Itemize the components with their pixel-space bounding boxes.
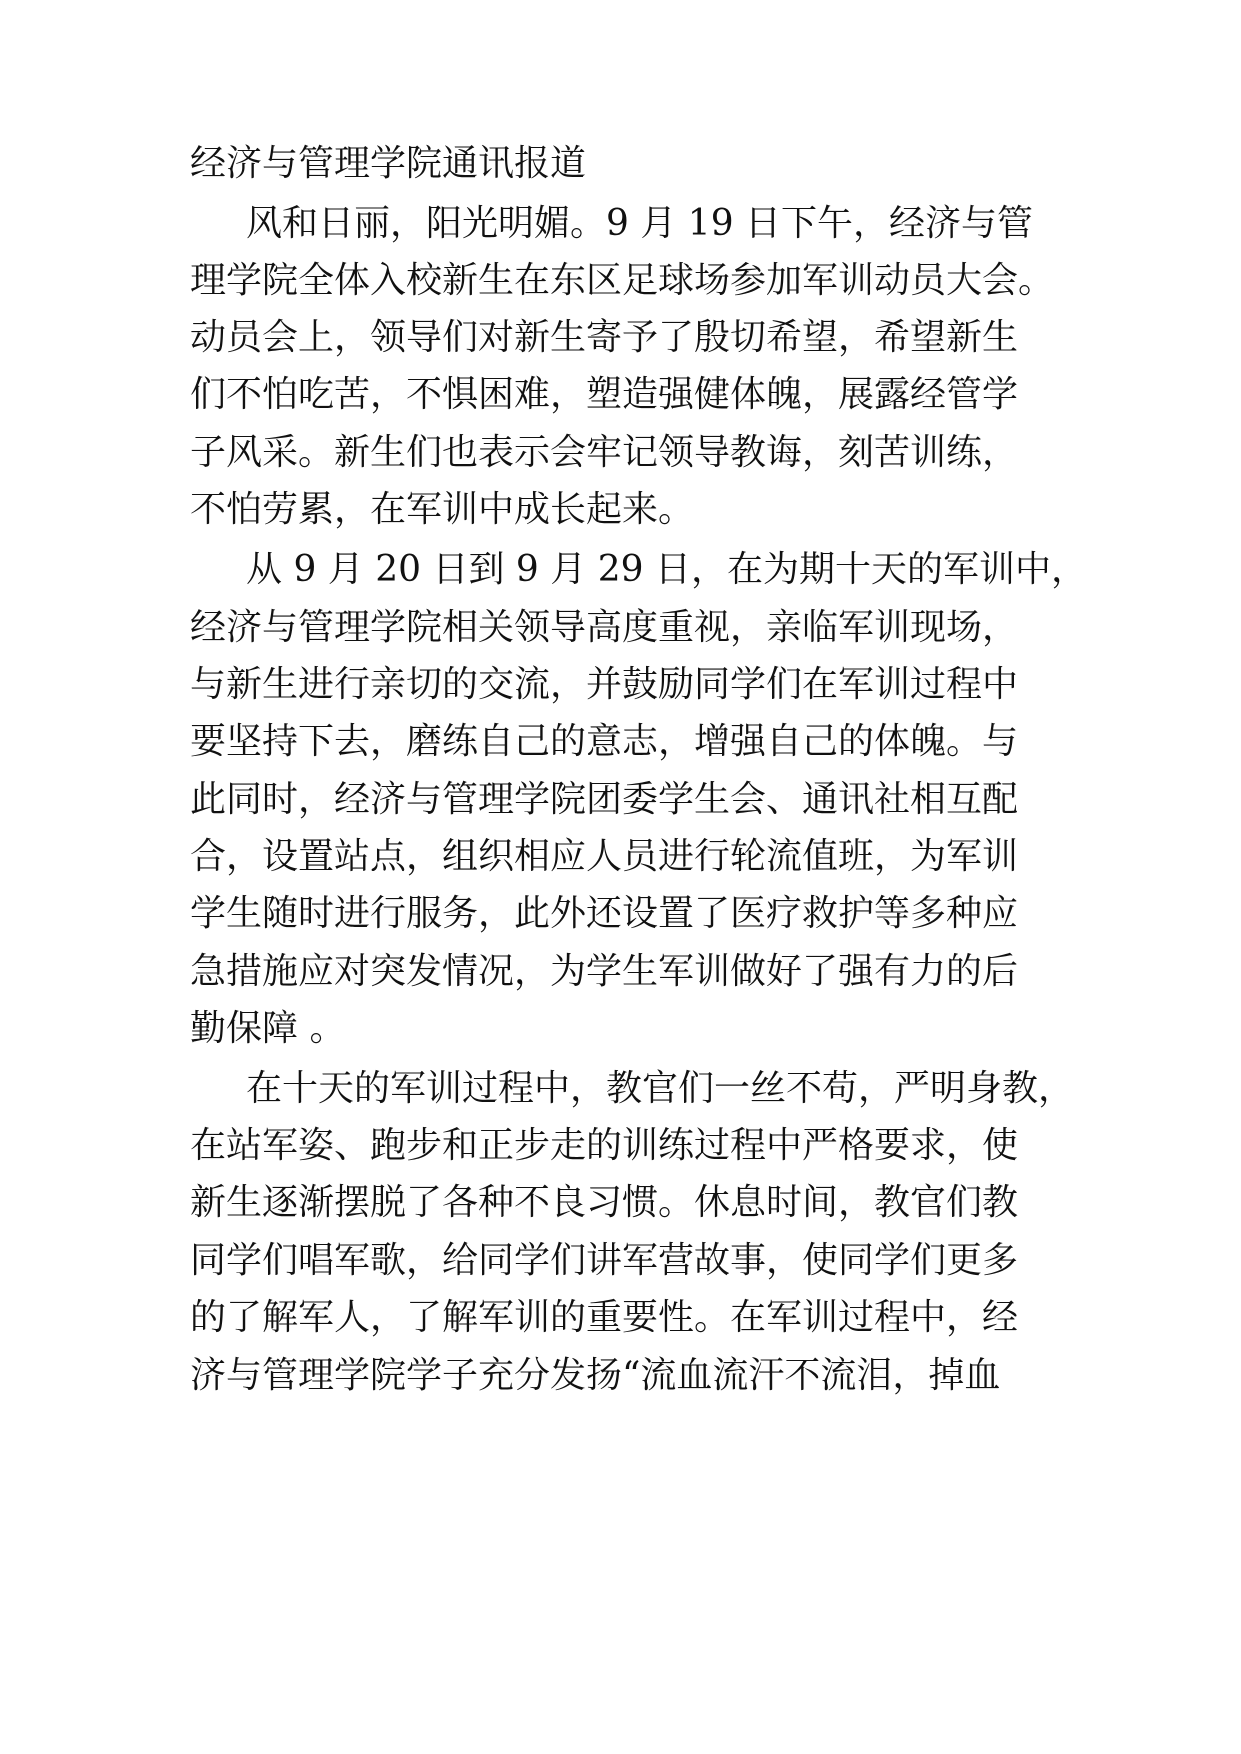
paragraph-3-line-2: 在站军姿、跑步和正步走的训练过程中严格要求，使 [190,1125,1019,1166]
paragraph-1-line-4: 们不怕吃苦，不惧困难，塑造强健体魄，展露经管学 [190,374,1019,415]
paragraph-3-line-4: 同学们唱军歌，给同学们讲军营故事，使同学们更多 [190,1240,1019,1281]
paragraph-3-line-5: 的了解军人，了解军训的重要性。在军训过程中，经 [190,1297,1019,1338]
paragraph-1-line-3: 动员会上，领导们对新生寄予了殷切希望，希望新生 [190,317,1019,358]
paragraph-2-line-4: 要坚持下去，磨练自己的意志，增强自己的体魄。与 [190,721,1019,762]
paragraph-3-line-3: 新生逐渐摆脱了各种不良习惯。休息时间，教官们教 [190,1182,1019,1223]
paragraph-2-line-3: 与新生进行亲切的交流，并鼓励同学们在军训过程中 [190,664,1019,705]
paragraph-2-line-1: 从 9 月 20 日到 9 月 29 日，在为期十天的军训中， [246,549,1087,590]
paragraph-1-line-5: 子风采。新生们也表示会牢记领导教诲，刻苦训练， [190,432,1019,473]
document-title: 经济与管理学院通讯报道 [190,143,587,184]
paragraph-2-line-8: 急措施应对突发情况，为学生军训做好了强有力的后 [190,951,1019,992]
paragraph-2-line-7: 学生随时进行服务，此外还设置了医疗救护等多种应 [190,893,1019,934]
paragraph-3-line-1: 在十天的军训过程中，教官们一丝不苟，严明身教， [246,1068,1075,1109]
paragraph-1-line-1: 风和日丽，阳光明媚。9 月 19 日下午，经济与管 [246,203,1034,244]
paragraph-2-line-6: 合，设置站点，组织相应人员进行轮流值班，为军训 [190,836,1019,877]
paragraph-2-line-5: 此同时，经济与管理学院团委学生会、通讯社相互配 [190,779,1019,820]
paragraph-3-line-6: 济与管理学院学子充分发扬“流血流汗不流泪，掉血 [190,1355,1001,1396]
paragraph-2-line-9: 勤保障 。 [190,1008,346,1049]
paragraph-1-line-2: 理学院全体入校新生在东区足球场参加军训动员大会。 [190,260,1055,301]
paragraph-2-line-2: 经济与管理学院相关领导高度重视，亲临军训现场， [190,607,1019,648]
paragraph-1-line-6: 不怕劳累，在军训中成长起来。 [190,489,695,530]
